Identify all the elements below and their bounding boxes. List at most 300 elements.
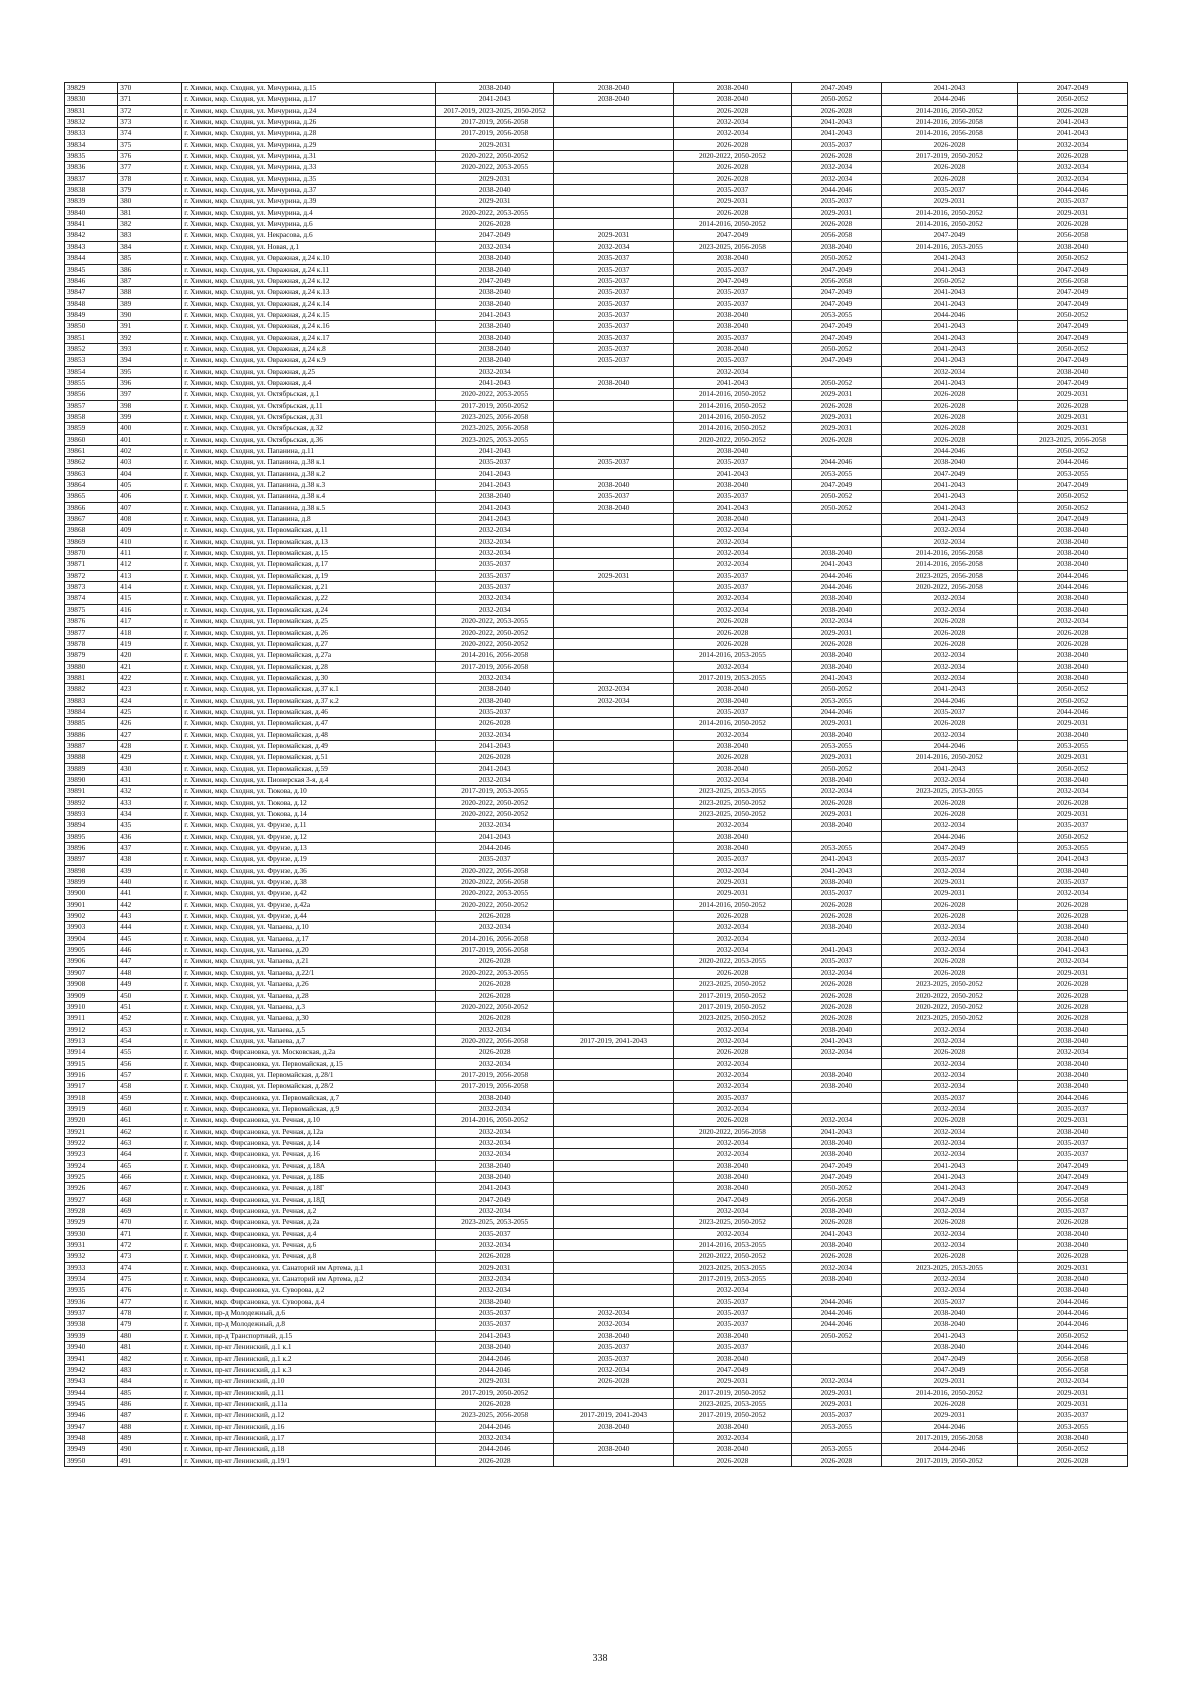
table-row bbox=[65, 650, 1128, 661]
cell-address: г. Химки, мкр. Сходня, ул. Овражная, д.24 к.15 bbox=[182, 309, 436, 320]
cell-period-6: 2038-2040 bbox=[1018, 774, 1128, 785]
cell-period-1: 2038-2040 bbox=[436, 1296, 554, 1307]
cell-period-1: 2035-2037 bbox=[436, 706, 554, 717]
cell-number: 386 bbox=[118, 264, 182, 275]
cell-period-2 bbox=[554, 1047, 673, 1058]
cell-period-3: 2038-2040 bbox=[673, 1353, 791, 1364]
cell-period-6: 2044-2046 bbox=[1018, 706, 1128, 717]
table-row bbox=[65, 389, 1128, 400]
cell-period-6: 2029-2031 bbox=[1018, 423, 1128, 434]
cell-period-5: 2029-2031 bbox=[881, 196, 1017, 207]
table-row bbox=[65, 1047, 1128, 1058]
cell-period-2 bbox=[554, 1137, 673, 1148]
cell-period-4: 2056-2058 bbox=[792, 230, 882, 241]
cell-period-6: 2035-2037 bbox=[1018, 1410, 1128, 1421]
cell-period-3: 2032-2034 bbox=[673, 945, 791, 956]
cell-period-2 bbox=[554, 1013, 673, 1024]
table-row bbox=[65, 1240, 1128, 1251]
cell-period-5: 2041-2043 bbox=[881, 502, 1017, 513]
cell-id: 39842 bbox=[65, 230, 118, 241]
cell-number: 464 bbox=[118, 1149, 182, 1160]
cell-period-5: 2041-2043 bbox=[881, 298, 1017, 309]
cell-period-2 bbox=[554, 593, 673, 604]
cell-period-3: 2035-2037 bbox=[673, 332, 791, 343]
cell-period-2 bbox=[554, 627, 673, 638]
cell-id: 39908 bbox=[65, 979, 118, 990]
table-row bbox=[65, 616, 1128, 627]
table-row bbox=[65, 514, 1128, 525]
cell-period-6: 2044-2046 bbox=[1018, 1342, 1128, 1353]
cell-period-1: 2020-2022, 2050-2052 bbox=[436, 151, 554, 162]
cell-period-2 bbox=[554, 468, 673, 479]
cell-period-6: 2041-2043 bbox=[1018, 128, 1128, 139]
cell-period-5: 2044-2046 bbox=[881, 831, 1017, 842]
cell-period-3: 2038-2040 bbox=[673, 831, 791, 842]
cell-number: 396 bbox=[118, 377, 182, 388]
cell-number: 439 bbox=[118, 865, 182, 876]
cell-address: г. Химки, мкр. Фирсановка, ул. Речная, д.16 bbox=[182, 1149, 436, 1160]
cell-period-5: 2032-2034 bbox=[881, 536, 1017, 547]
cell-id: 39875 bbox=[65, 604, 118, 615]
cell-period-5: 2041-2043 bbox=[881, 491, 1017, 502]
cell-period-6: 2029-2031 bbox=[1018, 207, 1128, 218]
table-row bbox=[65, 1387, 1128, 1398]
cell-id: 39922 bbox=[65, 1137, 118, 1148]
cell-period-4: 2035-2037 bbox=[792, 1410, 882, 1421]
cell-address: г. Химки, мкр. Сходня, ул. Чапаева, д.10 bbox=[182, 922, 436, 933]
cell-period-4: 2041-2043 bbox=[792, 854, 882, 865]
cell-period-3: 2032-2034 bbox=[673, 1285, 791, 1296]
table-row bbox=[65, 786, 1128, 797]
cell-period-4: 2026-2028 bbox=[792, 1251, 882, 1262]
table-row bbox=[65, 491, 1128, 502]
cell-period-1: 2041-2043 bbox=[436, 468, 554, 479]
cell-period-4: 2041-2043 bbox=[792, 117, 882, 128]
cell-id: 39829 bbox=[65, 83, 118, 94]
cell-address: г. Химки, мкр. Сходня, ул. Первомайская, д.48 bbox=[182, 729, 436, 740]
cell-period-4: 2026-2028 bbox=[792, 638, 882, 649]
cell-number: 463 bbox=[118, 1137, 182, 1148]
table-row bbox=[65, 1398, 1128, 1409]
cell-id: 39902 bbox=[65, 911, 118, 922]
cell-period-4: 2050-2052 bbox=[792, 1183, 882, 1194]
cell-period-6: 2032-2034 bbox=[1018, 888, 1128, 899]
cell-id: 39924 bbox=[65, 1160, 118, 1171]
cell-number: 454 bbox=[118, 1035, 182, 1046]
cell-number: 431 bbox=[118, 774, 182, 785]
table-row bbox=[65, 1444, 1128, 1455]
cell-period-3: 2035-2037 bbox=[673, 706, 791, 717]
cell-period-5: 2026-2028 bbox=[881, 1251, 1017, 1262]
table-row bbox=[65, 684, 1128, 695]
cell-address: г. Химки, мкр. Сходня, ул. Первомайская, д.46 bbox=[182, 706, 436, 717]
cell-period-3: 2014-2016, 2050-2052 bbox=[673, 718, 791, 729]
cell-period-5: 2038-2040 bbox=[881, 1308, 1017, 1319]
cell-number: 437 bbox=[118, 843, 182, 854]
cell-address: г. Химки, мкр. Сходня, ул. Первомайская, д.13 bbox=[182, 536, 436, 547]
cell-period-5: 2041-2043 bbox=[881, 1183, 1017, 1194]
cell-number: 456 bbox=[118, 1058, 182, 1069]
table-row bbox=[65, 661, 1128, 672]
cell-address: г. Химки, мкр. Сходня, ул. Первомайская, д.19 bbox=[182, 570, 436, 581]
cell-period-5: 2032-2034 bbox=[881, 1081, 1017, 1092]
cell-period-2 bbox=[554, 1183, 673, 1194]
cell-period-1: 2032-2034 bbox=[436, 366, 554, 377]
table-row bbox=[65, 1421, 1128, 1432]
cell-period-5: 2017-2019, 2056-2058 bbox=[881, 1432, 1017, 1443]
cell-period-6: 2026-2028 bbox=[1018, 638, 1128, 649]
cell-period-5: 2035-2037 bbox=[881, 854, 1017, 865]
table-row bbox=[65, 446, 1128, 457]
cell-period-5: 2014-2016, 2056-2058 bbox=[881, 117, 1017, 128]
cell-period-1: 2020-2022, 2050-2052 bbox=[436, 797, 554, 808]
table-row bbox=[65, 151, 1128, 162]
cell-period-2 bbox=[554, 797, 673, 808]
cell-period-5: 2047-2049 bbox=[881, 1353, 1017, 1364]
cell-period-1: 2041-2043 bbox=[436, 514, 554, 525]
cell-id: 39919 bbox=[65, 1103, 118, 1114]
cell-number: 485 bbox=[118, 1387, 182, 1398]
cell-id: 39838 bbox=[65, 185, 118, 196]
table-row bbox=[65, 275, 1128, 286]
cell-number: 423 bbox=[118, 684, 182, 695]
table-row bbox=[65, 253, 1128, 264]
cell-number: 400 bbox=[118, 423, 182, 434]
cell-number: 460 bbox=[118, 1103, 182, 1114]
cell-period-1: 2041-2043 bbox=[436, 831, 554, 842]
cell-period-2 bbox=[554, 548, 673, 559]
cell-period-4: 2047-2049 bbox=[792, 1172, 882, 1183]
cell-address: г. Химки, мкр. Сходня, ул. Папанина, д.8 bbox=[182, 514, 436, 525]
cell-id: 39900 bbox=[65, 888, 118, 899]
cell-period-6: 2038-2040 bbox=[1018, 366, 1128, 377]
cell-period-6: 2047-2049 bbox=[1018, 1183, 1128, 1194]
cell-address: г. Химки, мкр. Сходня, ул. Фрунзе, д.13 bbox=[182, 843, 436, 854]
cell-id: 39921 bbox=[65, 1126, 118, 1137]
cell-id: 39890 bbox=[65, 774, 118, 785]
cell-address: г. Химки, мкр. Сходня, ул. Чапаева, д.21 bbox=[182, 956, 436, 967]
cell-period-4: 2029-2031 bbox=[792, 752, 882, 763]
cell-period-4: 2038-2040 bbox=[792, 604, 882, 615]
table-row bbox=[65, 1353, 1128, 1364]
cell-period-3: 2014-2016, 2053-2055 bbox=[673, 1240, 791, 1251]
cell-period-4: 2047-2049 bbox=[792, 355, 882, 366]
cell-period-6: 2047-2049 bbox=[1018, 1160, 1128, 1171]
cell-period-5: 2026-2028 bbox=[881, 911, 1017, 922]
cell-period-6: 2029-2031 bbox=[1018, 967, 1128, 978]
cell-number: 383 bbox=[118, 230, 182, 241]
cell-period-1: 2041-2043 bbox=[436, 94, 554, 105]
cell-address: г. Химки, мкр. Сходня, ул. Чапаева, д.7 bbox=[182, 1035, 436, 1046]
cell-period-1: 2035-2037 bbox=[436, 854, 554, 865]
cell-period-3: 2038-2040 bbox=[673, 1444, 791, 1455]
cell-address: г. Химки, мкр. Сходня, ул. Тюкова, д.12 bbox=[182, 797, 436, 808]
cell-id: 39846 bbox=[65, 275, 118, 286]
cell-number: 455 bbox=[118, 1047, 182, 1058]
cell-period-5: 2026-2028 bbox=[881, 616, 1017, 627]
cell-period-4: 2032-2034 bbox=[792, 1262, 882, 1273]
cell-number: 421 bbox=[118, 661, 182, 672]
cell-id: 39871 bbox=[65, 559, 118, 570]
cell-id: 39886 bbox=[65, 729, 118, 740]
cell-id: 39839 bbox=[65, 196, 118, 207]
cell-period-6: 2047-2049 bbox=[1018, 321, 1128, 332]
cell-address: г. Химки, мкр. Сходня, ул. Мичурина, д.17 bbox=[182, 94, 436, 105]
cell-period-3: 2038-2040 bbox=[673, 843, 791, 854]
cell-period-4: 2041-2043 bbox=[792, 559, 882, 570]
cell-period-6: 2050-2052 bbox=[1018, 695, 1128, 706]
cell-period-1: 2041-2043 bbox=[436, 1183, 554, 1194]
table-row bbox=[65, 967, 1128, 978]
table-row bbox=[65, 1115, 1128, 1126]
table-row bbox=[65, 1024, 1128, 1035]
table-row bbox=[65, 695, 1128, 706]
cell-address: г. Химки, мкр. Сходня, ул. Первомайская, д.37 к.2 bbox=[182, 695, 436, 706]
table-row bbox=[65, 1058, 1128, 1069]
cell-number: 435 bbox=[118, 820, 182, 831]
cell-period-5: 2026-2028 bbox=[881, 1398, 1017, 1409]
cell-period-2 bbox=[554, 1194, 673, 1205]
cell-period-2: 2035-2037 bbox=[554, 321, 673, 332]
table-row bbox=[65, 672, 1128, 683]
cell-number: 416 bbox=[118, 604, 182, 615]
cell-period-4 bbox=[792, 1058, 882, 1069]
table-row bbox=[65, 230, 1128, 241]
cell-address: г. Химки, мкр. Сходня, ул. Октябрьская, д.31 bbox=[182, 411, 436, 422]
cell-id: 39927 bbox=[65, 1194, 118, 1205]
cell-address: г. Химки, мкр. Сходня, ул. Мичурина, д.33 bbox=[182, 162, 436, 173]
cell-number: 458 bbox=[118, 1081, 182, 1092]
cell-period-1: 2032-2034 bbox=[436, 1024, 554, 1035]
cell-id: 39933 bbox=[65, 1262, 118, 1273]
table-row bbox=[65, 888, 1128, 899]
cell-id: 39858 bbox=[65, 411, 118, 422]
cell-number: 411 bbox=[118, 548, 182, 559]
table-row bbox=[65, 1069, 1128, 1080]
cell-period-6: 2038-2040 bbox=[1018, 1081, 1128, 1092]
cell-number: 380 bbox=[118, 196, 182, 207]
cell-address: г. Химки, мкр. Сходня, ул. Фрунзе, д.12 bbox=[182, 831, 436, 842]
cell-period-2 bbox=[554, 1228, 673, 1239]
cell-period-2 bbox=[554, 196, 673, 207]
cell-period-4: 2056-2058 bbox=[792, 275, 882, 286]
table-row bbox=[65, 1194, 1128, 1205]
cell-period-4: 2029-2031 bbox=[792, 389, 882, 400]
cell-number: 487 bbox=[118, 1410, 182, 1421]
table-row bbox=[65, 139, 1128, 150]
cell-address: г. Химки, мкр. Сходня, ул. Папанина, д.38 к.4 bbox=[182, 491, 436, 502]
cell-address: г. Химки, мкр. Сходня, ул. Чапаева, д.17 bbox=[182, 933, 436, 944]
cell-period-3: 2032-2034 bbox=[673, 559, 791, 570]
table-row bbox=[65, 559, 1128, 570]
cell-period-4 bbox=[792, 1092, 882, 1103]
cell-period-3: 2026-2028 bbox=[673, 173, 791, 184]
table-row bbox=[65, 105, 1128, 116]
cell-address: г. Химки, мкр. Сходня, ул. Мичурина, д.35 bbox=[182, 173, 436, 184]
cell-id: 39948 bbox=[65, 1432, 118, 1443]
cell-period-5: 2032-2034 bbox=[881, 1058, 1017, 1069]
cell-id: 39861 bbox=[65, 446, 118, 457]
cell-id: 39916 bbox=[65, 1069, 118, 1080]
cell-period-3: 2026-2028 bbox=[673, 616, 791, 627]
table-row bbox=[65, 128, 1128, 139]
cell-period-4 bbox=[792, 1285, 882, 1296]
cell-address: г. Химки, мкр. Сходня, ул. Овражная, д.24 к.11 bbox=[182, 264, 436, 275]
cell-period-1: 2020-2022, 2050-2052 bbox=[436, 899, 554, 910]
cell-id: 39850 bbox=[65, 321, 118, 332]
cell-period-6: 2038-2040 bbox=[1018, 1069, 1128, 1080]
cell-period-4: 2026-2028 bbox=[792, 219, 882, 230]
cell-period-2 bbox=[554, 786, 673, 797]
cell-period-3: 2032-2034 bbox=[673, 1081, 791, 1092]
table-row bbox=[65, 1455, 1128, 1466]
cell-period-4 bbox=[792, 1353, 882, 1364]
cell-period-6: 2026-2028 bbox=[1018, 105, 1128, 116]
cell-period-3: 2032-2034 bbox=[673, 1058, 791, 1069]
table-row bbox=[65, 990, 1128, 1001]
cell-number: 382 bbox=[118, 219, 182, 230]
cell-address: г. Химки, мкр. Фирсановка, ул. Первомайская, д.15 bbox=[182, 1058, 436, 1069]
cell-period-4: 2029-2031 bbox=[792, 411, 882, 422]
cell-period-2 bbox=[554, 151, 673, 162]
table-row bbox=[65, 117, 1128, 128]
cell-period-4: 2026-2028 bbox=[792, 899, 882, 910]
cell-id: 39935 bbox=[65, 1285, 118, 1296]
table-row bbox=[65, 1217, 1128, 1228]
cell-period-6: 2050-2052 bbox=[1018, 684, 1128, 695]
cell-period-1: 2017-2019, 2056-2058 bbox=[436, 1069, 554, 1080]
table-row bbox=[65, 1308, 1128, 1319]
cell-period-1: 2020-2022, 2050-2052 bbox=[436, 638, 554, 649]
table-body bbox=[65, 83, 1128, 1467]
cell-number: 387 bbox=[118, 275, 182, 286]
cell-address: г. Химки, мкр. Сходня, ул. Первомайская, д.11 bbox=[182, 525, 436, 536]
cell-period-4 bbox=[792, 933, 882, 944]
cell-period-4: 2038-2040 bbox=[792, 1274, 882, 1285]
cell-number: 393 bbox=[118, 343, 182, 354]
table-row bbox=[65, 1274, 1128, 1285]
cell-address: г. Химки, мкр. Сходня, ул. Фрунзе, д.42 bbox=[182, 888, 436, 899]
cell-period-6: 2038-2040 bbox=[1018, 922, 1128, 933]
cell-address: г. Химки, мкр. Фирсановка, ул. Первомайская, д.9 bbox=[182, 1103, 436, 1114]
cell-period-4 bbox=[792, 1342, 882, 1353]
cell-period-2 bbox=[554, 843, 673, 854]
cell-id: 39843 bbox=[65, 241, 118, 252]
cell-period-1: 2032-2034 bbox=[436, 1126, 554, 1137]
cell-period-2 bbox=[554, 911, 673, 922]
cell-period-1: 2032-2034 bbox=[436, 241, 554, 252]
cell-period-2 bbox=[554, 752, 673, 763]
cell-address: г. Химки, мкр. Сходня, ул. Первомайская, д.28/2 bbox=[182, 1081, 436, 1092]
cell-period-4: 2029-2031 bbox=[792, 718, 882, 729]
cell-period-2 bbox=[554, 423, 673, 434]
cell-period-4: 2032-2034 bbox=[792, 967, 882, 978]
cell-period-4: 2050-2052 bbox=[792, 343, 882, 354]
cell-period-5: 2032-2034 bbox=[881, 945, 1017, 956]
cell-period-2 bbox=[554, 774, 673, 785]
cell-period-5: 2026-2028 bbox=[881, 809, 1017, 820]
cell-period-6: 2038-2040 bbox=[1018, 1126, 1128, 1137]
cell-period-6: 2044-2046 bbox=[1018, 1092, 1128, 1103]
cell-period-5: 2032-2034 bbox=[881, 366, 1017, 377]
cell-address: г. Химки, мкр. Сходня, ул. Первомайская, д.27а bbox=[182, 650, 436, 661]
cell-address: г. Химки, мкр. Сходня, ул. Мичурина, д.29 bbox=[182, 139, 436, 150]
cell-period-4: 2044-2046 bbox=[792, 1308, 882, 1319]
cell-period-2 bbox=[554, 1251, 673, 1262]
table-row bbox=[65, 593, 1128, 604]
table-row bbox=[65, 264, 1128, 275]
table-row bbox=[65, 1035, 1128, 1046]
cell-period-5: 2029-2031 bbox=[881, 877, 1017, 888]
cell-number: 420 bbox=[118, 650, 182, 661]
cell-id: 39830 bbox=[65, 94, 118, 105]
cell-number: 429 bbox=[118, 752, 182, 763]
cell-period-1: 2023-2025, 2056-2058 bbox=[436, 423, 554, 434]
cell-period-6: 2047-2049 bbox=[1018, 83, 1128, 94]
cell-address: г. Химки, мкр. Сходня, ул. Мичурина, д.6 bbox=[182, 219, 436, 230]
cell-period-6: 2038-2040 bbox=[1018, 672, 1128, 683]
cell-period-3: 2032-2034 bbox=[673, 922, 791, 933]
cell-period-2 bbox=[554, 1387, 673, 1398]
cell-period-6: 2050-2052 bbox=[1018, 309, 1128, 320]
cell-period-3: 2026-2028 bbox=[673, 1115, 791, 1126]
cell-period-3: 2032-2034 bbox=[673, 1024, 791, 1035]
cell-id: 39874 bbox=[65, 593, 118, 604]
cell-period-1: 2041-2043 bbox=[436, 763, 554, 774]
cell-period-2 bbox=[554, 1217, 673, 1228]
cell-period-2 bbox=[554, 411, 673, 422]
cell-period-3: 2023-2025, 2050-2052 bbox=[673, 1013, 791, 1024]
cell-number: 478 bbox=[118, 1308, 182, 1319]
table-row bbox=[65, 1160, 1128, 1171]
cell-id: 39876 bbox=[65, 616, 118, 627]
cell-period-5: 2044-2046 bbox=[881, 695, 1017, 706]
cell-number: 425 bbox=[118, 706, 182, 717]
cell-address: г. Химки, мкр. Сходня, ул. Фрунзе, д.42а bbox=[182, 899, 436, 910]
cell-number: 377 bbox=[118, 162, 182, 173]
cell-period-4: 2035-2037 bbox=[792, 956, 882, 967]
cell-period-3: 2038-2040 bbox=[673, 480, 791, 491]
cell-period-5: 2047-2049 bbox=[881, 1364, 1017, 1375]
cell-period-1: 2032-2034 bbox=[436, 922, 554, 933]
cell-id: 39929 bbox=[65, 1217, 118, 1228]
table-row bbox=[65, 343, 1128, 354]
cell-period-5: 2020-2022, 2050-2052 bbox=[881, 1001, 1017, 1012]
cell-period-3: 2032-2034 bbox=[673, 1035, 791, 1046]
cell-period-4: 2044-2046 bbox=[792, 457, 882, 468]
cell-period-1: 2041-2043 bbox=[436, 309, 554, 320]
cell-id: 39914 bbox=[65, 1047, 118, 1058]
table-row bbox=[65, 1296, 1128, 1307]
cell-period-4: 2053-2055 bbox=[792, 1444, 882, 1455]
cell-period-5: 2029-2031 bbox=[881, 888, 1017, 899]
cell-period-2 bbox=[554, 1274, 673, 1285]
cell-period-6: 2050-2052 bbox=[1018, 1330, 1128, 1341]
cell-period-6: 2056-2058 bbox=[1018, 1353, 1128, 1364]
cell-id: 39848 bbox=[65, 298, 118, 309]
cell-period-1: 2026-2028 bbox=[436, 1013, 554, 1024]
cell-address: г. Химки, мкр. Сходня, ул. Папанина, д.38 к.5 bbox=[182, 502, 436, 513]
cell-id: 39883 bbox=[65, 695, 118, 706]
cell-period-3: 2026-2028 bbox=[673, 207, 791, 218]
cell-period-3: 2035-2037 bbox=[673, 491, 791, 502]
cell-period-4: 2044-2046 bbox=[792, 706, 882, 717]
cell-period-1: 2032-2034 bbox=[436, 525, 554, 536]
cell-period-2: 2035-2037 bbox=[554, 457, 673, 468]
cell-period-6: 2056-2058 bbox=[1018, 1194, 1128, 1205]
cell-period-2 bbox=[554, 945, 673, 956]
cell-number: 392 bbox=[118, 332, 182, 343]
